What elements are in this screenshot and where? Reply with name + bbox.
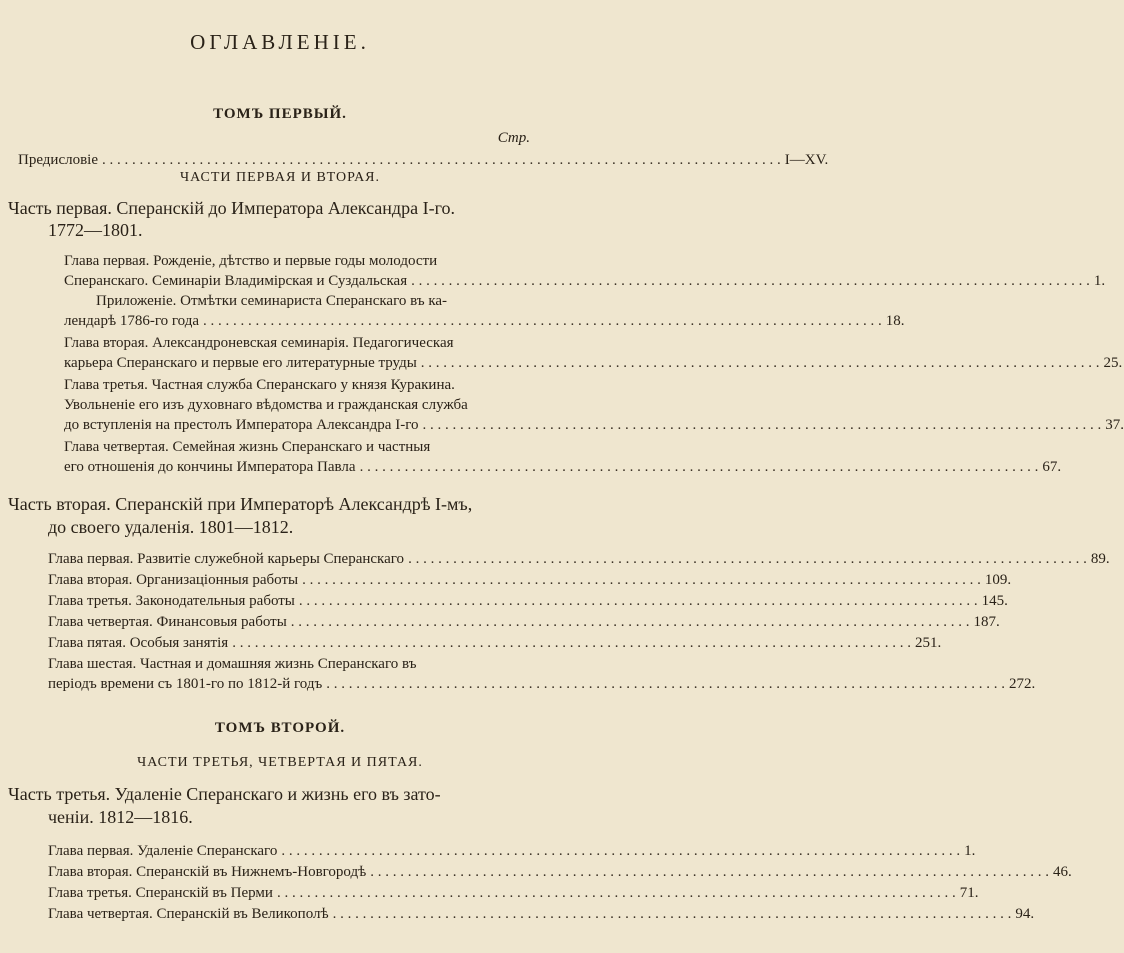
entry-page: 251.: [914, 635, 942, 651]
dot-leader: [102, 150, 781, 170]
chapter-2-line-1: Глава вторая. Александроневская семинарія. Педагогическая: [64, 335, 454, 351]
entry-page: 145.: [981, 593, 1008, 609]
toc-entry-appendix[interactable]: [64, 311, 905, 331]
entry-label: Глава первая. Развитіе служебной карьеры Сперанскаго: [48, 551, 405, 567]
entry-page: 25.: [1103, 355, 1123, 371]
entry-label: карьера Сперанскаго и первые его литературные труды: [64, 355, 417, 371]
entry-label: Сперанскаго. Семинаріи Владимірская и Суздальская: [64, 273, 408, 289]
p2-ch6-line-1: Глава шестая. Частная и домашняя жизнь Сперанскаго въ: [48, 656, 417, 672]
toc-entry-p3-ch3[interactable]: [48, 883, 979, 903]
entry-label: Глава вторая. Сперанскій въ Нижнемъ-Новгородѣ: [48, 864, 367, 880]
dot-leader: [333, 904, 1012, 924]
volume-1-title: ТОМЪ ПЕРВЫЙ.: [213, 106, 347, 122]
entry-label: его отношенія до кончины Императора Павла: [64, 459, 356, 475]
parts-title-1-2: ЧАСТИ ПЕРВАЯ И ВТОРАЯ.: [179, 170, 381, 185]
toc-entry-chapter-1[interactable]: [64, 271, 1106, 291]
chapter-1-line-1: Глава первая. Рожденіе, дѣтство и первые годы молодости: [64, 253, 438, 269]
toc-entry-p3-ch2[interactable]: [48, 862, 1072, 882]
toc-entry-chapter-3[interactable]: [64, 415, 1124, 435]
dot-leader: [422, 415, 1101, 435]
page-title: ОГЛАВЛЕНІЕ.: [190, 30, 370, 54]
entry-label: до вступленія на престолъ Императора Александра I-го: [64, 417, 419, 433]
dot-leader: [203, 311, 882, 331]
entry-page: 18.: [885, 313, 905, 329]
dot-leader: [411, 271, 1090, 291]
toc-entry-chapter-2[interactable]: [64, 353, 1123, 373]
dot-leader: [232, 633, 911, 653]
dot-leader: [302, 570, 981, 590]
part-3-heading: Часть третья. Удаленіе Сперанскаго и жизнь его въ зато-: [8, 784, 441, 804]
entry-page: 187.: [973, 614, 1000, 630]
toc-entry-p3-ch4[interactable]: [48, 904, 1035, 924]
entry-page: 37.: [1105, 417, 1124, 433]
toc-entry-p2-ch5[interactable]: [48, 633, 942, 653]
part-2-heading-dates: до своего удаленія. 1801—1812.: [48, 517, 294, 537]
toc-entry-p3-ch1[interactable]: [48, 841, 976, 861]
entry-page: 94.: [1015, 906, 1035, 922]
toc-entry-p2-ch4[interactable]: [48, 612, 1000, 632]
toc-entry-p2-ch2[interactable]: [48, 570, 1012, 590]
part-1-heading-dates: 1772—1801.: [48, 220, 143, 240]
entry-label: періодъ времени съ 1801-го по 1812-й годъ: [48, 676, 323, 692]
toc-entry-p2-ch6[interactable]: [48, 674, 1036, 694]
dot-leader: [421, 353, 1100, 373]
toc-entry-chapter-4[interactable]: [64, 457, 1062, 477]
entry-label: Глава пятая. Особыя занятія: [48, 635, 229, 651]
part-3-heading-dates: ченіи. 1812—1816.: [48, 807, 193, 827]
entry-page: 109.: [984, 572, 1012, 588]
page-column-header: Стр.: [497, 130, 530, 146]
dot-leader: [360, 457, 1039, 477]
entry-page: I—XV.: [784, 152, 829, 168]
part-2-heading: Часть вторая. Сперанскій при Императорѣ Александрѣ I-мъ,: [8, 494, 473, 514]
entry-label: Глава четвертая. Сперанскій въ Великополѣ: [48, 906, 329, 922]
entry-label: Глава третья. Сперанскій въ Перми: [48, 885, 273, 901]
entry-page: 1.: [1093, 273, 1106, 289]
dot-leader: [281, 841, 960, 861]
entry-page: 272.: [1008, 676, 1036, 692]
dot-leader: [291, 612, 970, 632]
chapter-3-line-2: Увольненіе его изъ духовнаго вѣдомства и гражданская служба: [64, 397, 468, 413]
entry-page: 1.: [964, 843, 976, 859]
entry-page: 71.: [959, 885, 979, 901]
appendix-line-1: Приложеніе. Отмѣтки семинариста Сперанскаго въ ка-: [96, 293, 448, 309]
entry-label: лендарѣ 1786-го года: [64, 313, 200, 329]
toc-entry-p2-ch3[interactable]: [48, 591, 1008, 611]
entry-label: Предисловіе: [18, 152, 99, 168]
volume-2-title: ТОМЪ ВТОРОЙ.: [214, 720, 346, 736]
toc-entry-preface[interactable]: [18, 150, 829, 170]
dot-leader: [370, 862, 1049, 882]
dot-leader: [277, 883, 956, 903]
chapter-4-line-1: Глава четвертая. Семейная жизнь Сперанскаго и частныя: [64, 439, 431, 455]
toc-entry-p2-ch1[interactable]: [48, 549, 1110, 569]
dot-leader: [299, 591, 978, 611]
entry-page: 67.: [1042, 459, 1062, 475]
entry-label: Глава первая. Удаленіе Сперанскаго: [48, 843, 278, 859]
entry-label: Глава третья. Законодательныя работы: [48, 593, 295, 609]
chapter-3-line-1: Глава третья. Частная служба Сперанскаго у князя Куракина.: [64, 377, 455, 393]
parts-title-3-5: ЧАСТИ ТРЕТЬЯ, ЧЕТВЕРТАЯ И ПЯТАЯ.: [137, 755, 423, 770]
entry-label: Глава вторая. Организаціонныя работы: [48, 572, 299, 588]
entry-page: 89.: [1090, 551, 1110, 567]
entry-page: 46.: [1053, 864, 1072, 880]
entry-label: Глава четвертая. Финансовыя работы: [48, 614, 287, 630]
dot-leader: [408, 549, 1087, 569]
dot-leader: [326, 674, 1005, 694]
part-1-heading: Часть первая. Сперанскій до Императора Александра I-го.: [8, 198, 456, 218]
